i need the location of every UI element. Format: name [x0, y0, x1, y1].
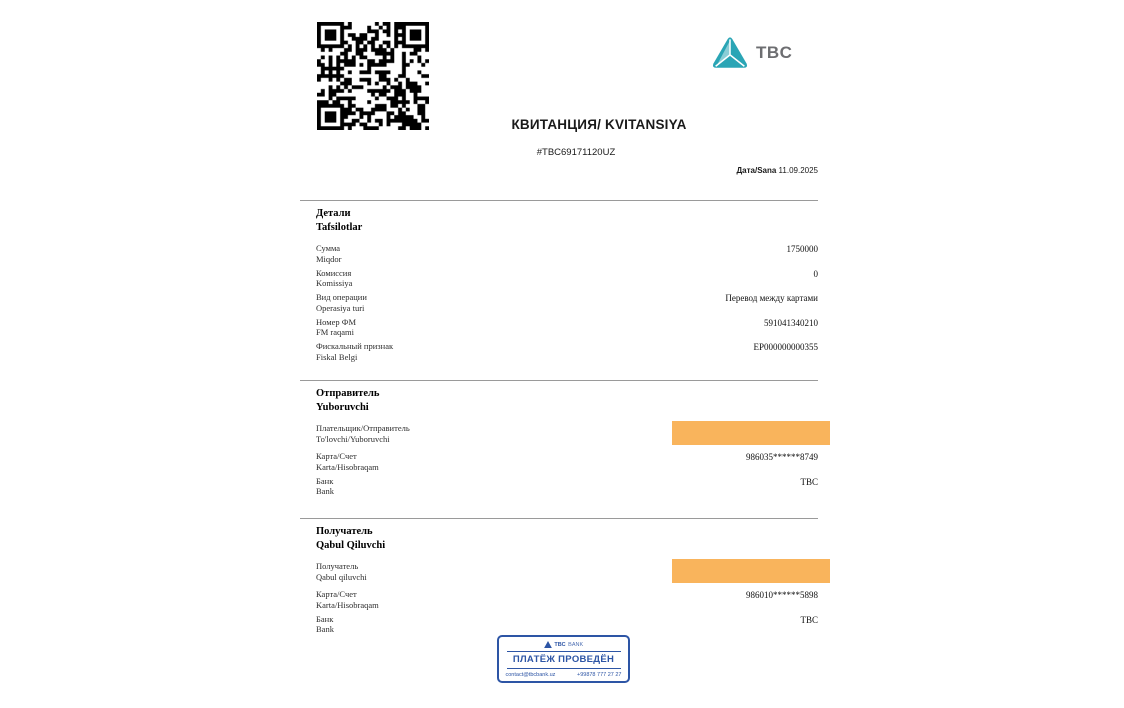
section-sender	[300, 380, 818, 500]
heading-uz: Qabul Qiluvchi	[316, 539, 386, 551]
row-operation-type	[300, 292, 818, 317]
label-ru: Фискальный признак	[316, 341, 394, 351]
payment-status-text: ПЛАТЁЖ ПРОВЕДЁН	[512, 654, 615, 665]
stamp-bank-logo	[544, 640, 583, 649]
stamp-triangle-icon	[544, 641, 552, 648]
tbc-triangle-icon	[711, 36, 749, 70]
label-ru: Сумма	[316, 243, 341, 253]
redacted-value-box	[672, 559, 830, 583]
page-title: КВИТАНЦИЯ/ KVITANSIYA	[511, 117, 687, 132]
row-label	[316, 476, 334, 497]
receiver-rows	[300, 561, 818, 638]
row-fm-number	[300, 317, 818, 342]
row-label	[316, 243, 342, 264]
receipt-document	[300, 0, 818, 708]
row-label	[316, 451, 379, 472]
heading-ru: Отправитель	[316, 388, 380, 399]
stamp-divider-bottom	[507, 668, 621, 669]
section-details	[300, 200, 818, 366]
qr-code	[317, 22, 429, 130]
label-uz: Karta/Hisobraqam	[316, 599, 379, 610]
label-uz: Bank	[316, 486, 334, 496]
label-uz: Fiskal Belgi	[316, 351, 358, 362]
section-heading	[316, 387, 818, 414]
heading-uz: Tafsilotlar	[316, 221, 363, 233]
row-sender-name	[300, 423, 818, 451]
row-label	[316, 589, 379, 610]
tbc-logo-text: TBC	[756, 43, 793, 62]
label-ru: Плательщик/Отправитель	[316, 423, 410, 433]
row-fiscal-sign	[300, 341, 818, 366]
row-label	[316, 423, 410, 444]
payment-confirmed-stamp	[497, 635, 630, 683]
label-uz: Karta/Hisobraqam	[316, 461, 379, 472]
label-ru: Карта/Счет	[316, 451, 357, 461]
section-receiver	[300, 518, 818, 638]
row-value: 1750000	[786, 244, 818, 254]
stamp-bank-name: TBC	[554, 641, 566, 648]
label-uz: Qabul qiluvchi	[316, 571, 367, 582]
details-rows	[300, 243, 818, 366]
heading-ru: Детали	[316, 208, 351, 219]
label-uz: Operasiya turi	[316, 302, 365, 313]
label-ru: Вид операции	[316, 292, 367, 302]
row-label	[316, 292, 367, 313]
date-label: Дата/Sana	[736, 166, 777, 175]
row-receiver-card	[300, 589, 818, 614]
redacted-value-box	[672, 421, 830, 445]
label-uz: FM raqami	[316, 327, 355, 337]
label-ru: Получатель	[316, 561, 359, 571]
stamp-contact-line	[506, 672, 622, 678]
row-label	[316, 614, 334, 635]
row-commission	[300, 268, 818, 293]
row-value: 591041340210	[764, 317, 818, 328]
heading-ru: Получатель	[316, 526, 373, 537]
label-ru: Комиссия	[316, 267, 352, 278]
label-uz: Bank	[316, 624, 334, 634]
section-heading	[316, 525, 818, 552]
row-value: 986010******5898	[746, 590, 818, 600]
row-label	[316, 317, 356, 338]
date-line	[736, 166, 818, 175]
heading-uz: Yuboruvchi	[316, 401, 369, 413]
label-uz: Miqdor	[316, 253, 342, 264]
row-label	[316, 268, 352, 289]
row-value: TBC	[800, 476, 818, 487]
row-amount	[300, 243, 818, 268]
row-value: TBC	[800, 614, 818, 625]
row-receiver-name	[300, 561, 818, 589]
stamp-email: contact@tbcbank.uz	[505, 671, 556, 678]
date-value: 11.09.2025	[778, 166, 818, 175]
sender-rows	[300, 423, 818, 500]
row-sender-card	[300, 451, 818, 476]
section-heading	[316, 207, 818, 234]
row-value: Перевод между картами	[725, 293, 818, 303]
row-value: 986035******8749	[746, 452, 818, 462]
label-ru: Банк	[316, 475, 334, 486]
label-ru: Номер ФМ	[316, 316, 357, 327]
label-uz: Komissiya	[316, 278, 353, 288]
row-value: 0	[813, 268, 818, 279]
row-sender-bank	[300, 476, 818, 501]
label-uz: To'lovchi/Yuboruvchi	[316, 433, 390, 444]
receipt-number: #TBC69171120UZ	[536, 147, 616, 158]
row-label	[316, 561, 367, 582]
label-ru: Банк	[316, 613, 334, 624]
row-value: EP000000000355	[753, 342, 818, 352]
row-label	[316, 341, 393, 362]
label-ru: Карта/Счет	[316, 589, 357, 599]
stamp-bank-word: BANK	[568, 641, 584, 648]
stamp-divider-top	[507, 651, 621, 652]
tbc-logo	[711, 36, 792, 70]
stamp-phone: +99878 777 27 27	[576, 671, 622, 678]
